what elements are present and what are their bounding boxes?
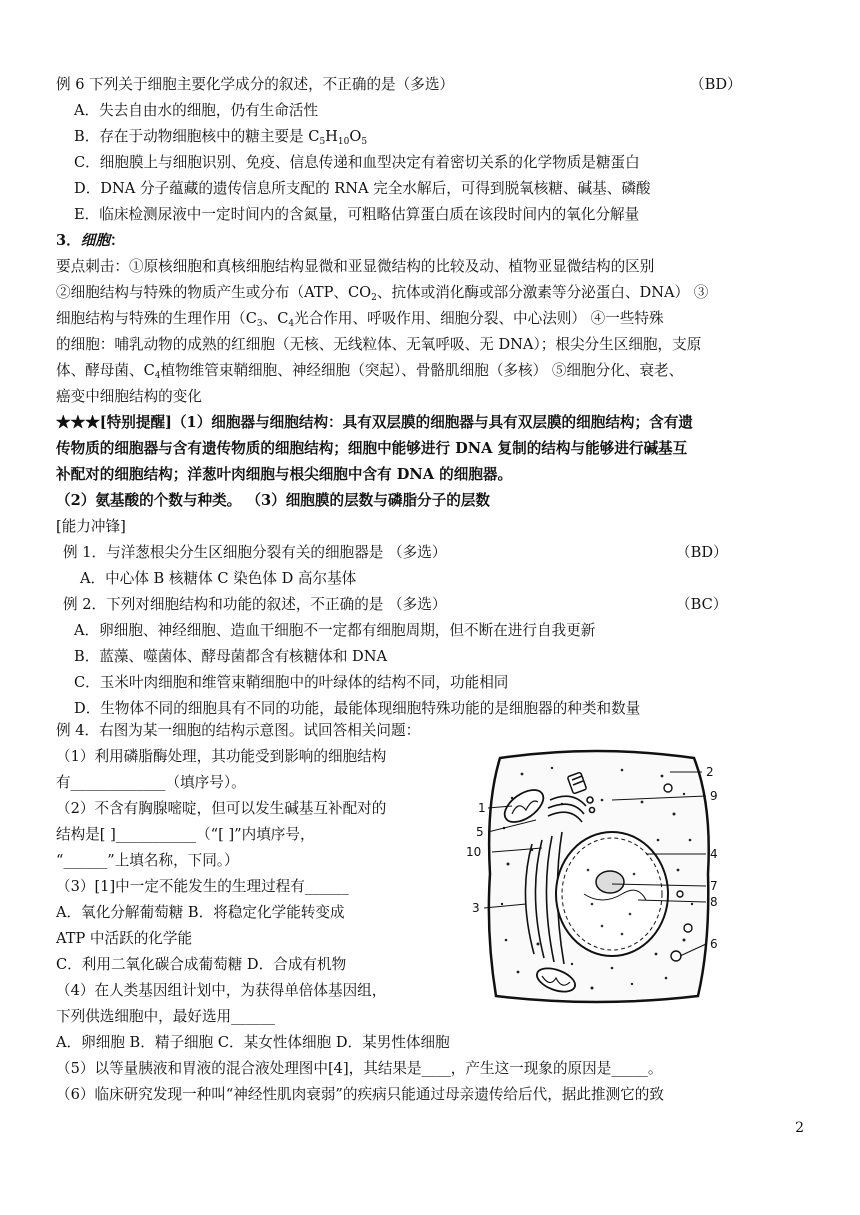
q1-answer: （BD） [676, 544, 728, 561]
nucleolus [596, 871, 624, 893]
sec3-line-3: 细胞结构与特殊的生理作用（$C_3$、$C_4$光合作用、呼吸作用、细胞分裂、中心法则） ④一些特殊 [56, 310, 664, 329]
tip-line-1: ★★★[特别提醒]（1）细胞器与细胞结构：具有双层膜的细胞器与具有双层膜的细胞结构；含有遗 [56, 414, 693, 431]
tip-line-3: 补配对的细胞结构；洋葱叶肉细胞与根尖细胞中含有 DNA 的细胞器。 [56, 466, 513, 483]
q4-stem: 例 4．右图为某一细胞的结构示意图。试回答相关问题： [56, 722, 421, 739]
q4-part1-a: （1）利用磷脂酶处理，其功能受到影响的细胞结构 [56, 748, 387, 765]
label-7: 7 [710, 879, 718, 893]
q4-part1-b: 有_____________（填序号）。 [56, 774, 246, 791]
q2-option-c: C．玉米叶肉细胞和维管束鞘细胞中的叶绿体的结构不同，功能相同 [74, 674, 509, 691]
page-number: 2 [795, 1120, 804, 1136]
q2-stem: 例 2．下列对细胞结构和功能的叙述，不正确的是 （多选） [63, 596, 447, 613]
q6-option-d: D．DNA 分子蕴藏的遗传信息所支配的 RNA 完全水解后，可得到脱氧核糖、碱基、磷酸 [74, 180, 651, 197]
q4-part3-opt-ab: A．氧化分解葡萄糖 B．将稳定化学能转变成 [56, 904, 345, 921]
q2-answer: （BC） [676, 596, 728, 613]
q4-part6: （6）临床研究发现一种叫“神经性肌肉衰弱”的疾病只能通过母亲遗传给后代，据此推测它的致 [56, 1086, 664, 1103]
nucleus [556, 832, 668, 956]
q4-part5: （5）以等量胰液和胃液的混合液处理图中[4]，其结果是____，产生这一现象的原因是_____。 [56, 1060, 663, 1077]
sec3-line-2: ②细胞结构与特殊的物质产生或分布（ATP、$CO_2$、抗体或消化酶或部分激素等分泌蛋白、DNA） ③ [56, 284, 709, 303]
tip-line-4: （2）氨基酸的个数与种类。 （3）细胞膜的层数与磷脂分子的层数 [56, 492, 491, 509]
q6-stem: 例 6 下列关于细胞主要化学成分的叙述，不正确的是（多选） [56, 76, 455, 93]
label-8: 8 [710, 895, 718, 909]
tip-line-2: 传物质的细胞器与含有遗传物质的细胞结构；细胞中能够进行 DNA 复制的结构与能够进行碱基互 [56, 440, 688, 457]
q4-part2-a: （2）不含有胸腺嘧啶，但可以发生碱基互补配对的 [56, 800, 387, 817]
label-2: 2 [706, 765, 714, 779]
q2-option-d: D．生物体不同的细胞具有不同的功能，最能体现细胞特殊功能的是细胞器的种类和数量 [74, 700, 641, 717]
q4-part3-opt-cd: C．利用二氧化碳合成葡萄糖 D．合成有机物 [56, 956, 347, 973]
q2-option-a: A．卵细胞、神经细胞、造血干细胞不一定都有细胞周期，但不断在进行自我更新 [74, 622, 596, 639]
q1-stem: 例 1．与洋葱根尖分生区细胞分裂有关的细胞器是 （多选） [63, 544, 447, 561]
q6-option-b: B．存在于动物细胞核中的糖主要是 $C_5H_{10}O_5$ [74, 128, 368, 147]
label-6: 6 [710, 937, 718, 951]
q6-option-a: A．失去自由水的细胞，仍有生命活性 [74, 102, 319, 119]
q4-part2-b: 结构是[ ]___________（“[ ]”内填序号， [56, 826, 315, 843]
q6-option-e: E．临床检测尿液中一定时间内的含氮量，可粗略估算蛋白质在该段时间内的氧化分解量 [74, 206, 640, 223]
label-9: 9 [710, 789, 718, 803]
q6-answer: （BD） [690, 76, 742, 93]
ability-title: [能力冲锋] [56, 518, 126, 535]
q4-part4-a: （4）在人类基因组计划中，为获得单倍体基因组， [56, 982, 387, 999]
q4-part3: （3）[1]中一定不能发生的生理过程有______ [56, 878, 349, 895]
q4-part4-options: A．卵细胞 B．精子细胞 C．某女性体细胞 D．某男性体细胞 [56, 1034, 450, 1051]
label-4: 4 [710, 847, 718, 861]
q6-option-c: C．细胞膜上与细胞识别、免疫、信息传递和血型决定有着密切关系的化学物质是糖蛋白 [74, 154, 640, 171]
section-3-title: 3．细胞： [56, 232, 125, 249]
sec3-line-1: 要点刺击：①原核细胞和真核细胞结构显微和亚显微结构的比较及动、植物亚显微结构的区别 [56, 258, 655, 275]
cell-structure-diagram [462, 744, 736, 1010]
sec3-line-6: 癌变中细胞结构的变化 [56, 388, 202, 405]
q1-options: A．中心体 B 核糖体 C 染色体 D 高尔基体 [80, 570, 357, 587]
label-5: 5 [476, 825, 484, 839]
sec3-line-4: 的细胞：哺乳动物的成熟的红细胞（无核、无线粒体、无氧呼吸、无 DNA）；根尖分生区细胞，支原 [56, 336, 702, 353]
label-10: 10 [466, 845, 482, 859]
sec3-line-5: 体、酵母菌、$C_4$植物维管束鞘细胞、神经细胞（突起）、骨骼肌细胞（多核） ⑤细胞分化、衰老、 [56, 362, 684, 381]
q4-part3-opt-b-cont: ATP 中活跃的化学能 [56, 930, 193, 947]
label-3: 3 [472, 901, 480, 915]
label-1: 1 [478, 801, 486, 815]
q4-part2-c: “______”上填名称，下同。） [56, 852, 239, 869]
q4-part4-b: 下列供选细胞中，最好选用______ [56, 1008, 275, 1025]
q2-option-b: B．蓝藻、噬菌体、酵母菌都含有核糖体和 DNA [74, 648, 388, 665]
